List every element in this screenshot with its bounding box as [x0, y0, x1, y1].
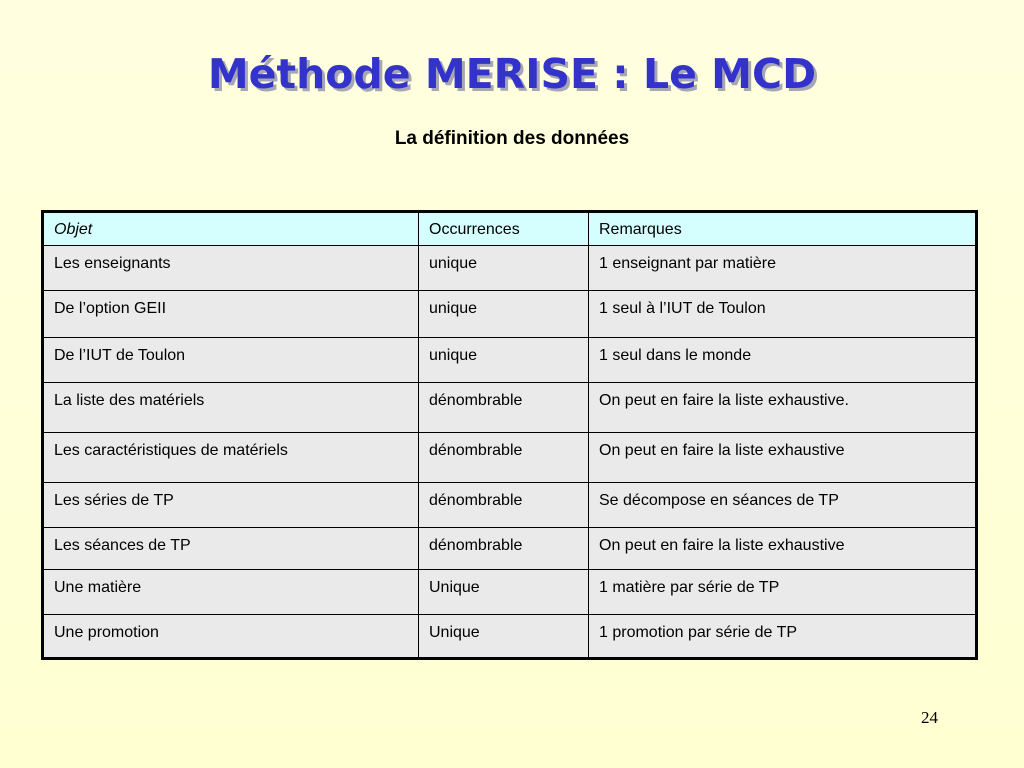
- table-row: [43, 291, 977, 338]
- table-row: [43, 483, 977, 528]
- cell-objet: Les séances de TP: [43, 528, 419, 570]
- column-header-remarques: Remarques: [589, 212, 977, 246]
- cell-remarques: 1 matière par série de TP: [589, 570, 977, 615]
- table-row: [43, 338, 977, 383]
- cell-occurrences: unique: [419, 246, 589, 291]
- cell-objet: Les séries de TP: [43, 483, 419, 528]
- cell-occurrences: dénombrable: [419, 383, 589, 433]
- table-row: [43, 615, 977, 659]
- table-row: [43, 570, 977, 615]
- cell-remarques: 1 seul à l’IUT de Toulon: [589, 291, 977, 338]
- cell-objet: Les enseignants: [43, 246, 419, 291]
- cell-remarques: On peut en faire la liste exhaustive: [589, 433, 977, 483]
- cell-occurrences: Unique: [419, 570, 589, 615]
- cell-objet: De l’IUT de Toulon: [43, 338, 419, 383]
- cell-remarques: Se décompose en séances de TP: [589, 483, 977, 528]
- column-header-objet: Objet: [43, 212, 419, 246]
- cell-occurrences: unique: [419, 338, 589, 383]
- cell-objet: Une promotion: [43, 615, 419, 659]
- cell-remarques: On peut en faire la liste exhaustive.: [589, 383, 977, 433]
- table-row: [43, 528, 977, 570]
- table-row: [43, 246, 977, 291]
- cell-objet: Les caractéristiques de matériels: [43, 433, 419, 483]
- cell-occurrences: dénombrable: [419, 483, 589, 528]
- table-row: [43, 433, 977, 483]
- cell-objet: De l’option GEII: [43, 291, 419, 338]
- cell-objet: Une matière: [43, 570, 419, 615]
- slide-subtitle: La définition des données: [394, 128, 630, 149]
- cell-occurrences: unique: [419, 291, 589, 338]
- cell-occurrences: dénombrable: [419, 528, 589, 570]
- table-row: [43, 383, 977, 433]
- cell-objet: La liste des matériels: [43, 383, 419, 433]
- cell-remarques: 1 enseignant par matière: [589, 246, 977, 291]
- page-number: 24: [921, 708, 938, 727]
- cell-remarques: 1 promotion par série de TP: [589, 615, 977, 659]
- cell-remarques: 1 seul dans le monde: [589, 338, 977, 383]
- cell-occurrences: dénombrable: [419, 433, 589, 483]
- slide-title: Méthode MERISE : Le MCD: [207, 50, 817, 98]
- cell-occurrences: Unique: [419, 615, 589, 659]
- column-header-occurrences: Occurrences: [419, 212, 589, 246]
- cell-remarques: On peut en faire la liste exhaustive: [589, 528, 977, 570]
- data-definition-table: [41, 210, 978, 660]
- table-header-row: [43, 212, 977, 246]
